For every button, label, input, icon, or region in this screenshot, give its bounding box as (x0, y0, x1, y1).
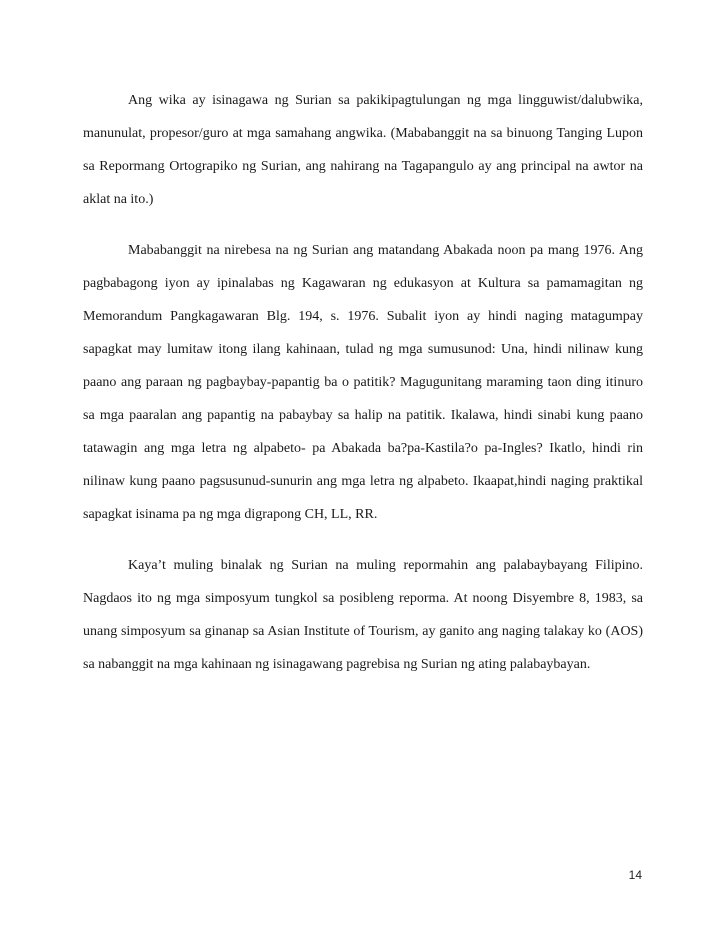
document-body (83, 84, 643, 699)
page-number: 14 (628, 868, 642, 882)
paragraph: Kaya’t muling binalak ng Surian na muling repormahin ang palabaybayang Filipino. Nagdaos ito ng mga simposyum tungkol sa posibleng reporma. At noong Disyembre 8, 1983, sa unang simposyum sa ginanap sa Asian Institute of Tourism, ay ganito ang naging talakay ko (AOS) sa nabanggit na mga kahinaan ng isinagawang pagrebisa ng Surian ng ating palabaybayan. (83, 558, 643, 672)
paragraph: Ang wika ay isinagawa ng Surian sa pakikipagtulungan ng mga lingguwist/dalubwika, manunulat, propesor/guro at mga samahang angwika. (Mababanggit na sa binuong Tanging Lupon sa Repormang Ortograpiko ng Surian, ang nahirang na Tagapangulo ay ang principal na awtor na aklat na ito.) (83, 93, 643, 207)
paragraph: Mababanggit na nirebesa na ng Surian ang matandang Abakada noon pa mang 1976. Ang pagbabagong iyon ay ipinalabas ng Kagawaran ng edukasyon at Kultura sa pamamagitan ng Memorandum Pangkagawaran Blg. 194, s. 1976. Subalit iyon ay hindi naging matagumpay sapagkat may lumitaw itong ilang kahinaan, tulad ng mga sumusunod: Una, hindi nilinaw kung paano ang paraan ng pagbaybay-papantig ba o patitik? Magugunitang maraming taon ding itinuro sa mga paaralan ang papantig na pabaybay sa halip na patitik. Ikalawa, hindi sinabi kung paano tatawagin ang mga letra ng alpabeto- pa Abakada ba?pa-Kastila?o pa-Ingles? Ikatlo, hindi rin nilinaw kung paano pagsusunud-sunurin ang mga letra ng alpabeto. Ikaapat,hindi naging praktikal sapagkat isinama pa ng mga digrapong CH, LL, RR. (83, 243, 643, 522)
